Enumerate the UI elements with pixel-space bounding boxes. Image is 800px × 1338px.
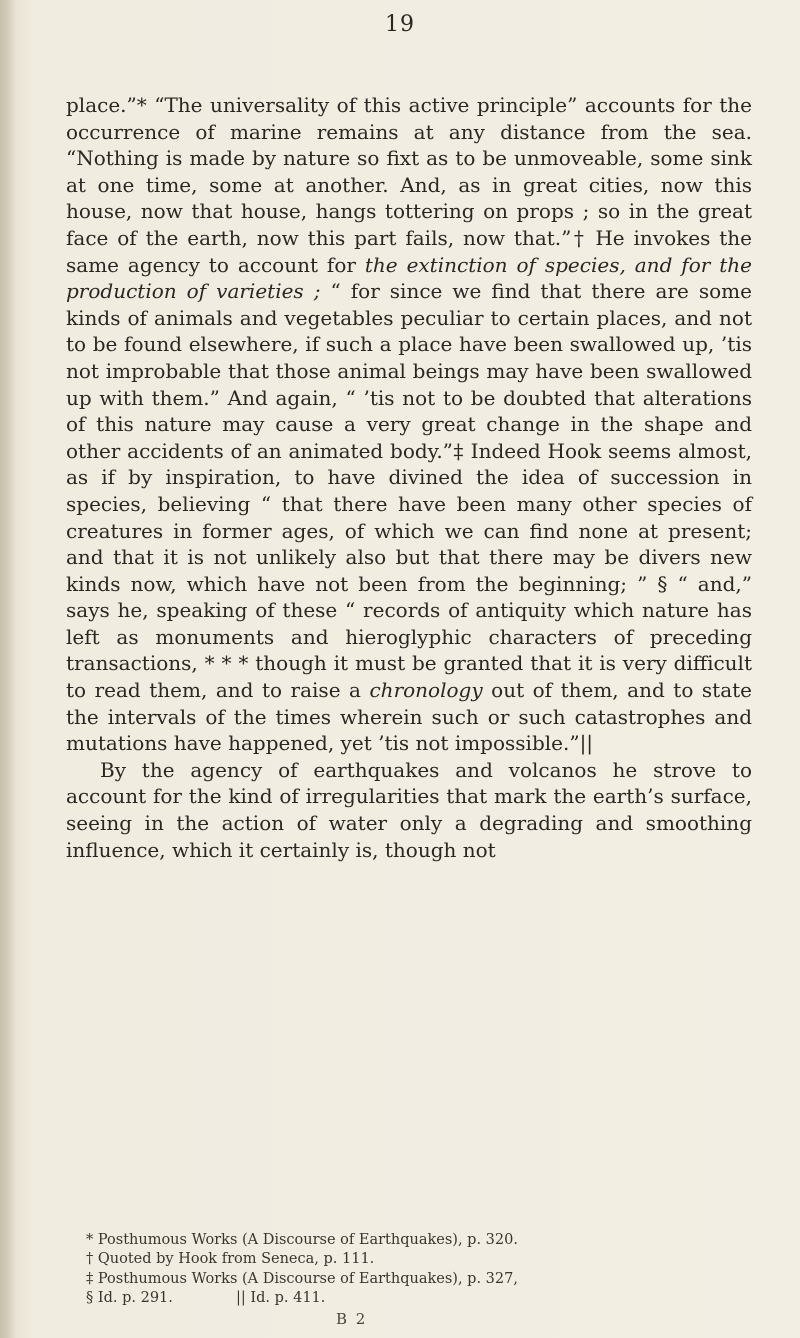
page-number: 19 <box>385 12 415 37</box>
footnote-4-row <box>86 1289 766 1308</box>
binding-shadow <box>0 0 16 1338</box>
footnote-4b: || Id. p. 411. <box>236 1290 326 1307</box>
text-run: out of them, and to state the intervals of the times wherein such or such catastrophes and mutations have happened, yet ’tis not impossible.”|| <box>66 678 752 756</box>
footnote-3: ‡ Posthumous Works (A Discourse of Earthquakes), p. 327, <box>86 1270 518 1287</box>
text-run: “ for since we find that there are some kinds of animals and vegetables peculiar to certain places, and not to be found elsewhere, if such a place have been swallowed up, ’tis not improbable that those animal beings may have been swallowed up with them.” And again, “ ’tis not to be doubted that alterations of this nature may cause a very great change in the shape and other accidents of an animated body.”‡ Indeed Hook seems almost, as if by inspiration, to have divined the idea of succession in species, believing “ that there have been many other species of creatures in former ages, of which we can find none at present; and that it is not unlikely also but that there may be divers new kinds now, which have not been from the beginning; ” § “ and,” says he, speaking of these “ records of antiquity which nature has left as monuments and hieroglyphic characters of preceding transactions, * * * though it must be granted that it is very difficult to read them, and to raise a <box>66 279 752 703</box>
paragraph-1 <box>66 92 752 757</box>
footnote-4a: § Id. p. 291. <box>86 1290 173 1307</box>
italic-run: chronology <box>369 678 483 703</box>
italic-run: the extinction of species, and for the production of varieties ; <box>66 252 753 304</box>
text-run: place.”* “The universality of this active principle” accounts for the occurrence of marine remains at any distance from the sea. “Nothing is made by nature so fixt as to be unmoveable, some sink at one time, some at another. And, as in great cities, now this house, now that house, hangs tottering on props ; so in the great face of the earth, now this part fails, now that.”† He invokes the same agency to account for <box>66 93 752 277</box>
signature-mark: B 2 <box>336 1310 368 1328</box>
body-text <box>66 92 752 863</box>
footnote-2: † Quoted by Hook from Seneca, p. 111. <box>86 1251 375 1268</box>
footnotes <box>86 1231 766 1309</box>
paragraph-2: By the agency of earthquakes and volcanos he strove to account for the kind of irregularities that mark the earth’s surface, seeing in the action of water only a degrading and smoothing influence, which it certainly is, though not <box>66 757 752 862</box>
footnote-1: * Posthumous Works (A Discourse of Earthquakes), p. 320. <box>86 1232 518 1248</box>
